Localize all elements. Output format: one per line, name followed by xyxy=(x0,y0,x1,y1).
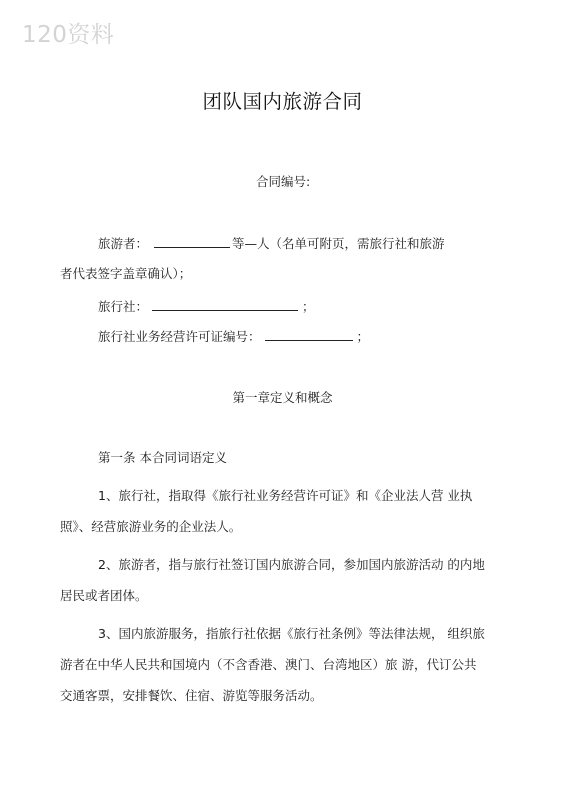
definition-2-line-1: 2、旅游者，指与旅行社签订国内旅游合同，参加国内旅游活动 的内地 xyxy=(98,557,485,572)
chapter-title: 第一章定义和概念 xyxy=(232,390,333,405)
traveler-blank xyxy=(154,236,230,248)
traveler-suffix: 等—人（名单可附页，需旅行社和旅游 xyxy=(232,236,445,251)
traveler-line-cont: 者代表签字盖章确认）； xyxy=(60,266,192,281)
definition-1-line-2: 照》、经营旅游业务的企业法人。 xyxy=(60,519,242,534)
agency-label: 旅行社： xyxy=(98,299,149,314)
license-line xyxy=(98,327,369,345)
definition-1-line-1: 1、旅行社，指取得《旅行社业务经营许可证》和《企业法人营 业执 xyxy=(98,488,473,503)
traveler-line xyxy=(98,234,445,252)
agency-suffix: ； xyxy=(302,299,315,314)
definition-2-line-2: 居民或者团体。 xyxy=(60,588,148,603)
definition-3-line-1: 3、国内旅游服务，指旅行社依据《旅行社条例》等法律法规， 组织旅 xyxy=(98,626,485,641)
agency-blank xyxy=(152,299,298,311)
watermark: 120资料 xyxy=(22,22,115,48)
agency-line xyxy=(98,297,315,315)
article-heading: 第一条 本合同词语定义 xyxy=(98,450,227,465)
license-blank xyxy=(265,329,353,341)
definition-3-line-3: 交通客票，安排餐饮、住宿、游览等服务活动。 xyxy=(60,688,323,703)
document-title: 团队国内旅游合同 xyxy=(202,90,363,113)
license-suffix: ； xyxy=(356,329,370,344)
definition-3-line-2: 游者在中华人民共和国境内（不含香港、澳门、台湾地区）旅 游，代订公共 xyxy=(60,657,477,672)
traveler-label: 旅游者： xyxy=(98,236,149,251)
contract-number-label: 合同编号: xyxy=(256,174,311,189)
license-label: 旅行社业务经营许可证编号： xyxy=(98,329,261,344)
